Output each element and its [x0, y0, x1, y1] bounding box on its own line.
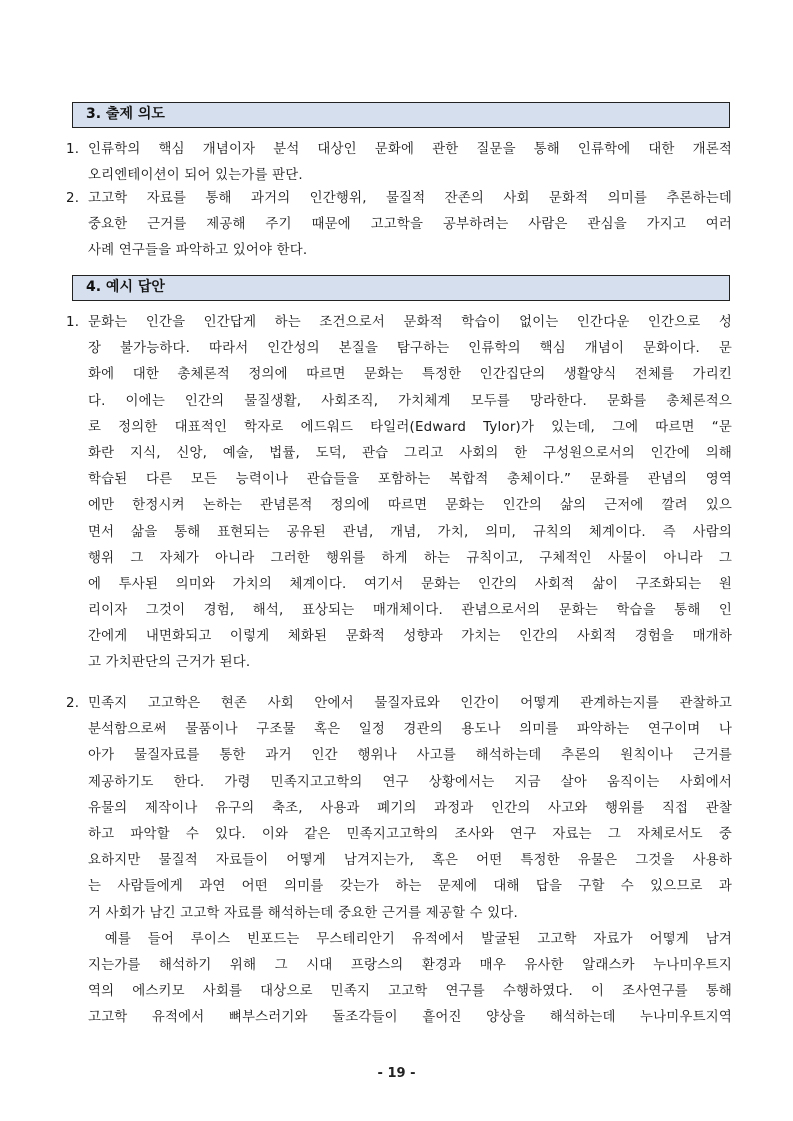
text-line: 지는가를 해석하기 위해 그 시대 프랑스의 환경과 매우 유사한 알래스카 누나미우트지: [88, 957, 732, 973]
text-line: 사례 연구들을 파악하고 있어야 한다.: [88, 243, 308, 259]
text-line: 오리엔테이션이 되어 있는가를 판단.: [88, 168, 303, 184]
text-line: 문화는 인간을 인간답게 하는 조건으로서 문화적 학습이 없이는 인간다운 인간으로 성: [88, 315, 732, 330]
intent-item-1: [66, 137, 732, 189]
answer-item-2: [66, 691, 732, 1031]
item-text: [88, 691, 732, 1031]
answer-item-1: [66, 310, 732, 677]
item-text: [88, 310, 732, 677]
text-line: 아가 물질자료를 통한 과거 인간 행위나 사고를 해석하는데 추론의 원칙이나 근거를: [88, 748, 732, 764]
text-line: 유물의 제작이나 유구의 축조, 사용과 폐기의 과정과 인간의 사고와 행위를 직접 관찰: [88, 800, 732, 816]
text-line: 거 사회가 남긴 고고학 자료를 해석하는데 중요한 근거를 제공할 수 있다.: [88, 905, 518, 921]
text-line: 간에게 내면화되고 이렇게 체화된 문화적 성향과 가치는 인간의 사회적 경험을 매개하: [88, 629, 732, 645]
text-line: 민족지 고고학은 현존 사회 안에서 물질자료와 인간이 어떻게 관계하는지를 관찰하고: [88, 696, 732, 711]
text-line: 학습된 다른 모든 능력이나 관습들을 포함하는 복합적 총체이다.” 문화를 관념의 영역: [88, 472, 732, 488]
text-line: 역의 에스키모 사회를 대상으로 민족지 고고학 연구를 수행하였다. 이 조사연구를 통해: [88, 984, 732, 1000]
text-line: 에만 한정시켜 논하는 관념론적 정의에 따르면 문화는 인간의 삶의 근저에 깔려 있으: [88, 498, 732, 514]
text-line: 장 불가능하다. 따라서 인간성의 본질을 탐구하는 인류학의 핵심 개념이 문화이다. 문: [88, 341, 732, 357]
text-line: 예를 들어 루이스 빈포드는 무스테리안기 유적에서 발굴된 고고학 자료가 어떻게 남겨: [88, 931, 732, 947]
section-header-answer: 4. 예시 답안: [72, 275, 730, 301]
text-line: 행위 그 자체가 아니라 그러한 행위를 하게 하는 규칙이고, 구체적인 사물이 아니라 그: [88, 550, 732, 566]
section-header-intent: 3. 출제 의도: [72, 102, 730, 128]
text-line: 면서 삶을 통해 표현되는 공유된 관념, 개념, 가치, 의미, 규칙의 체계이다. 즉 사람의: [88, 524, 732, 540]
text-line: 요하지만 물질적 자료들이 어떻게 남겨지는가, 혹은 어떤 특정한 유물은 그것을 사용하: [88, 853, 732, 869]
text-line: 로 정의한 대표적인 학자로 에드워드 타일러(Edward Tylor)가 있는데, 그에 따르면 “문: [88, 419, 732, 435]
text-line: 고고학 자료를 통해 과거의 인간행위, 물질적 잔존의 사회 문화적 의미를 추론하는데: [88, 191, 732, 206]
text-line: 화란 지식, 신앙, 예술, 법률, 도덕, 관습 그리고 사회의 한 구성원으로서의 인간에 의해: [88, 445, 732, 461]
item-number: 2.: [66, 696, 80, 711]
text-line: 화에 대한 총체론적 정의에 따르면 문화는 특정한 인간집단의 생활양식 전체를 가리킨: [88, 367, 732, 383]
text-line: 분석함으로써 물품이나 구조물 혹은 일정 경관의 용도나 의미를 파악하는 연구이며 나: [88, 722, 732, 738]
text-line: 제공하기도 한다. 가령 민족지고고학의 연구 상황에서는 지금 살아 움직이는 사회에서: [88, 774, 732, 790]
text-line: 하고 파악할 수 있다. 이와 같은 민족지고고학의 조사와 연구 자료는 그 자체로서도 중: [88, 826, 732, 842]
item-text: [88, 137, 732, 189]
text-line: 에 투사된 의미와 가치의 체계이다. 여기서 문화는 인간의 사회적 삶이 구조화되는 원: [88, 576, 732, 592]
text-line: 고 가치판단의 근거가 된다.: [88, 655, 251, 671]
text-line: 리이자 그것이 경험, 해석, 표상되는 매개체이다. 관념으로서의 문화는 학습을 통해 인: [88, 603, 732, 619]
intent-item-2: [66, 186, 732, 265]
item-number: 1.: [66, 142, 80, 157]
item-number: 2.: [66, 191, 80, 206]
text-line: 인류학의 핵심 개념이자 분석 대상인 문화에 관한 질문을 통해 인류학에 대한 개론적: [88, 142, 732, 157]
text-line: 고고학 유적에서 뼈부스러기와 돌조각들이 흩어진 양상을 해석하는데 누나미우트지역: [88, 1010, 732, 1026]
item-text: [88, 186, 732, 265]
text-line: 다. 이에는 인간의 물질생활, 사회조직, 가치체계 모두를 망라한다. 문화를 총체론적으: [88, 393, 732, 409]
page-number: - 19 -: [377, 1066, 416, 1081]
text-line: 는 사람들에게 과연 어떤 의미를 갖는가 하는 문제에 대해 답을 구할 수 있으므로 과: [88, 879, 732, 895]
text-line: 중요한 근거를 제공해 주기 때문에 고고학을 공부하려는 사람은 관심을 가지고 여러: [88, 217, 732, 233]
item-number: 1.: [66, 315, 80, 330]
